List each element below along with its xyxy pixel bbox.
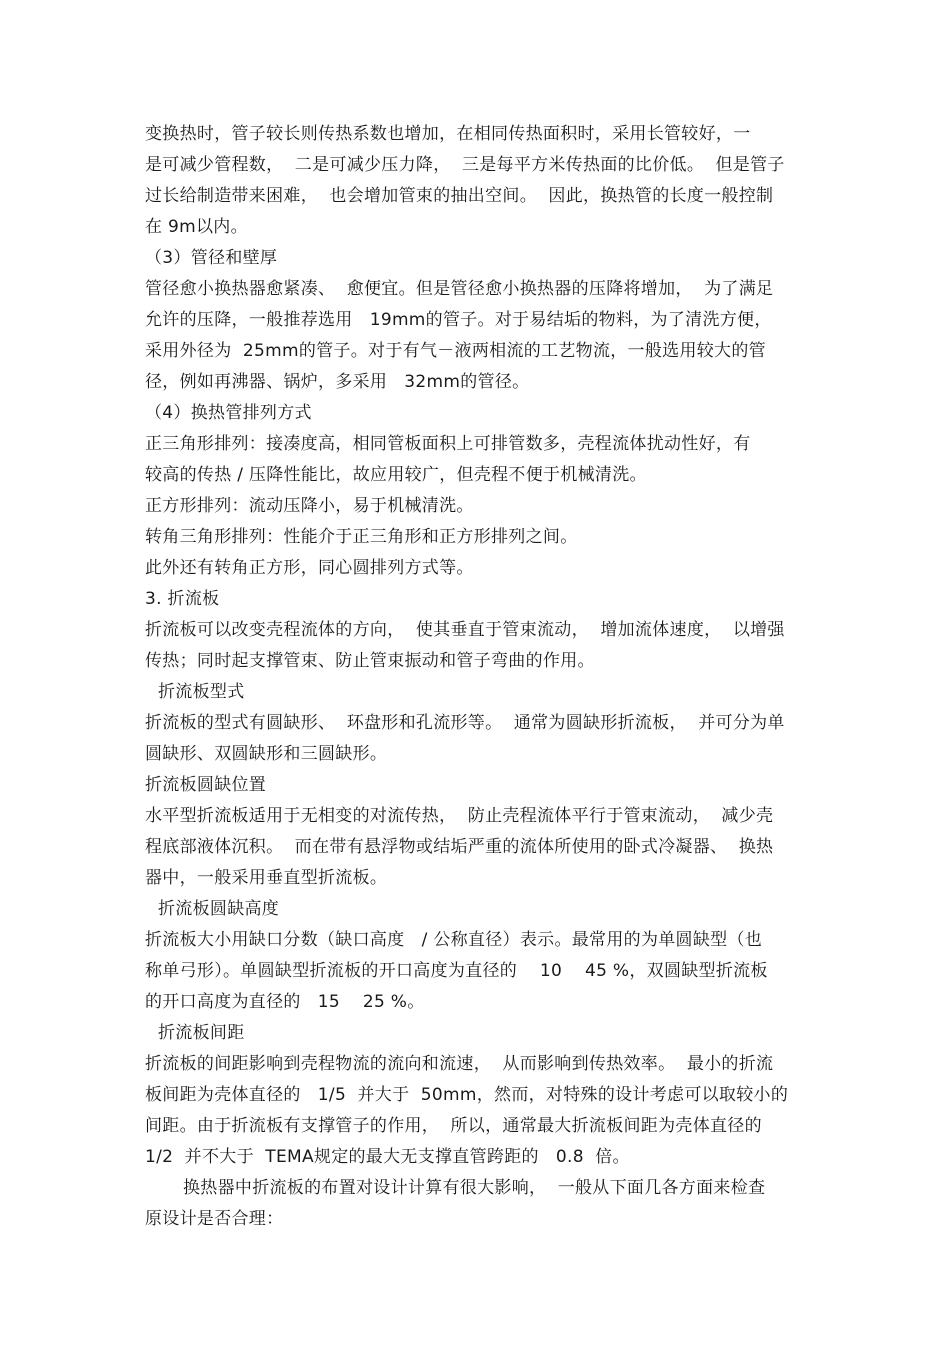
text-line: 折流板可以改变壳程流体的方向， 使其垂直于管束流动， 增加流体速度， 以增强 [145,620,785,640]
text-line: 采用外径为 25mm的管子。对于有气－液两相流的工艺物流，一般选用较大的管 [145,341,766,361]
text-line: 过长给制造带来困难， 也会增加管束的抽出空间。 因此，换热管的长度一般控制 [145,186,774,206]
text-line: 较高的传热 / 压降性能比，故应用较广，但壳程不便于机械清洗。 [145,465,647,485]
text-line: 1/2 并不大于 TEMA规定的最大无支撑直管跨距的 0.8 倍。 [145,1147,630,1167]
text-line: 在 9m以内。 [145,217,248,237]
text-line: 变换热时，管子较长则传热系数也增加，在相同传热面积时，采用长管较好，一 [145,124,751,144]
text-line: 正方形排列：流动压降小，易于机械清洗。 [145,496,474,516]
subsection-heading: 折流板间距 [158,1023,245,1043]
text-line: 程底部液体沉积。 而在带有悬浮物或结垢严重的流体所使用的卧式冷凝器、 换热 [145,837,774,857]
text-line: 原设计是否合理： [145,1209,284,1229]
text-line: 器中，一般采用垂直型折流板。 [145,868,388,888]
section-heading: 3. 折流板 [145,589,220,609]
text-line: 正三角形排列：接凑度高，相同管板面积上可排管数多，壳程流体扰动性好，有 [145,434,751,454]
section-heading: （3）管径和壁厚 [145,248,278,268]
text-line: 传热；同时起支撑管束、防止管束振动和管子弯曲的作用。 [145,651,595,671]
subsection-heading: 折流板圆缺位置 [145,775,267,795]
section-heading: （4）换热管排列方式 [145,403,312,423]
text-line: 的开口高度为直径的 15 25 %。 [145,992,425,1012]
text-line: 圆缺形、双圆缺形和三圆缺形。 [145,744,388,764]
subsection-heading: 折流板型式 [158,682,245,702]
text-line: 板间距为壳体直径的 1/5 并大于 50mm，然而，对特殊的设计考虑可以取较小的 [145,1085,789,1105]
text-line: 允许的压降，一般推荐选用 19mm的管子。对于易结垢的物料，为了清洗方便， [145,310,772,330]
subsection-heading: 折流板圆缺高度 [158,899,280,919]
text-line: 折流板的型式有圆缺形、 环盘形和孔流形等。 通常为圆缺形折流板， 并可分为单 [145,713,785,733]
text-line: 折流板大小用缺口分数（缺口高度 / 公称直径）表示。最常用的为单圆缺型（也 [145,930,763,950]
text-line: 称单弓形）。单圆缺型折流板的开口高度为直径的 10 45 %，双圆缺型折流板 [145,961,768,981]
text-line: 折流板的间距影响到壳程物流的流向和流速， 从而影响到传热效率。 最小的折流 [145,1054,774,1074]
text-line: 管径愈小换热器愈紧凑、 愈便宜。但是管径愈小换热器的压降将增加， 为了满足 [145,279,774,299]
text-line: 水平型折流板适用于无相变的对流传热， 防止壳程流体平行于管束流动， 减少壳 [145,806,774,826]
text-line: 换热器中折流板的布置对设计计算有很大影响， 一般从下面几各方面来检查 [183,1178,766,1198]
text-line: 转角三角形排列：性能介于正三角形和正方形排列之间。 [145,527,578,547]
text-line: 径，例如再沸器、锅炉，多采用 32mm的管径。 [145,372,530,392]
text-line: 间距。由于折流板有支撑管子的作用， 所以，通常最大折流板间距为壳体直径的 [145,1116,762,1136]
text-line: 是可减少管程数， 二是可减少压力降， 三是每平方米传热面的比价低。 但是管子 [145,155,785,175]
text-line: 此外还有转角正方形，同心圆排列方式等。 [145,558,474,578]
